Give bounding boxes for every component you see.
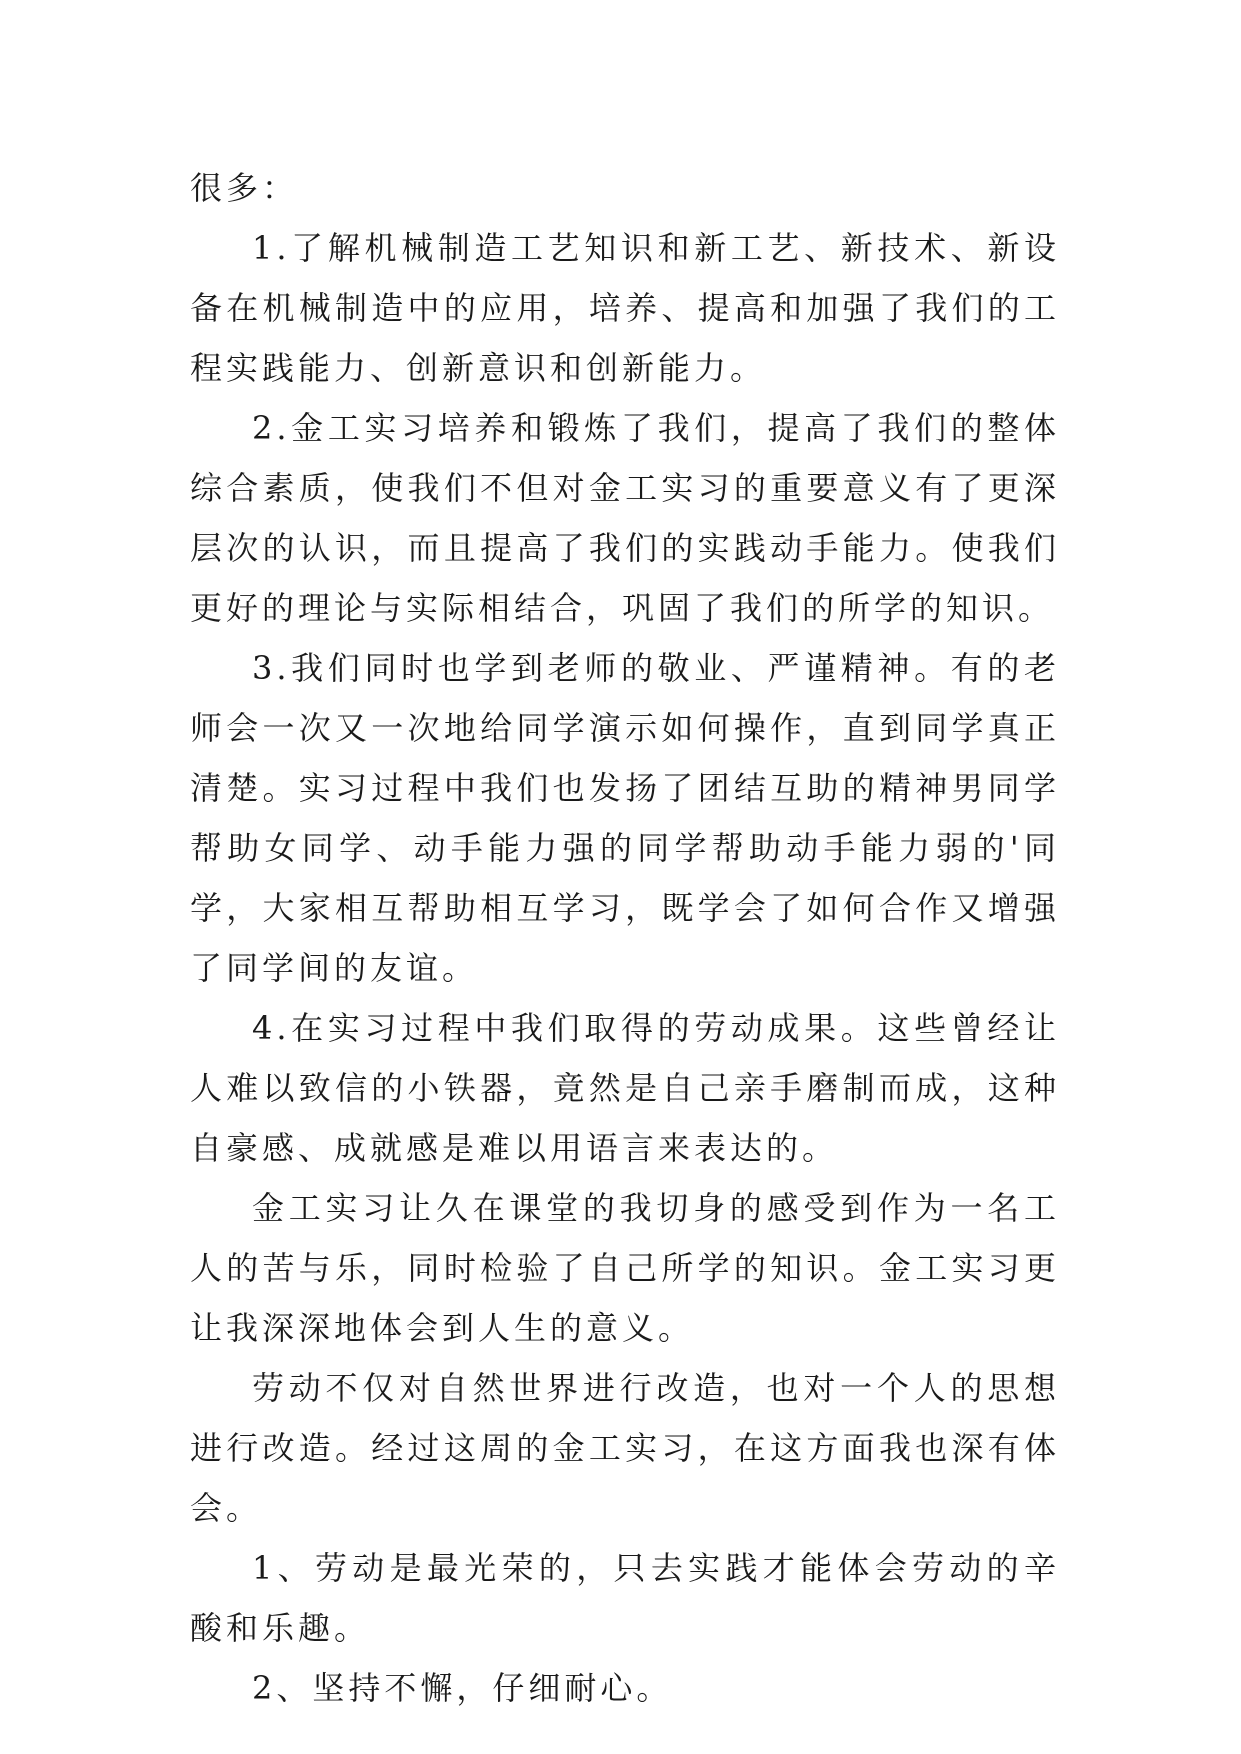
paragraph-reflection: 金工实习让久在课堂的我切身的感受到作为一名工人的苦与乐，同时检验了自己所学的知识。金工实习更让我深深地体会到人生的意义。 xyxy=(190,1189,1060,1347)
paragraph-item-1: 1.了解机械制造工艺知识和新工艺、新技术、新设备在机械制造中的应用，培养、提高和加强了我们的工程实践能力、创新意识和创新能力。 xyxy=(190,229,1060,387)
paragraph-item-2: 2.金工实习培养和锻炼了我们，提高了我们的整体综合素质，使我们不但对金工实习的重要意义有了更深层次的认识，而且提高了我们的实践动手能力。使我们更好的理论与实际相结合，巩固了我们的所学的知识。 xyxy=(190,409,1060,627)
paragraph-point-2: 2、坚持不懈，仔细耐心。 xyxy=(252,1669,673,1707)
paragraph-continuation: 很多： xyxy=(190,169,299,207)
paragraph-point-1: 1、劳动是最光荣的，只去实践才能体会劳动的辛酸和乐趣。 xyxy=(190,1549,1060,1647)
paragraph-item-3: 3.我们同时也学到老师的敬业、严谨精神。有的老师会一次又一次地给同学演示如何操作，直到同学真正清楚。实习过程中我们也发扬了团结互助的精神男同学帮助女同学、动手能力强的同学帮助动手能力弱的'同学，大家相互帮助相互学习，既学会了如何合作又增强了同学间的友谊。 xyxy=(190,649,1060,987)
paragraph-labor: 劳动不仅对自然世界进行改造，也对一个人的思想进行改造。经过这周的金工实习，在这方面我也深有体会。 xyxy=(190,1369,1060,1527)
paragraph-item-4: 4.在实习过程中我们取得的劳动成果。这些曾经让人难以致信的小铁器，竟然是自己亲手磨制而成，这种自豪感、成就感是难以用语言来表达的。 xyxy=(190,1009,1060,1167)
document-body xyxy=(190,158,1060,1718)
